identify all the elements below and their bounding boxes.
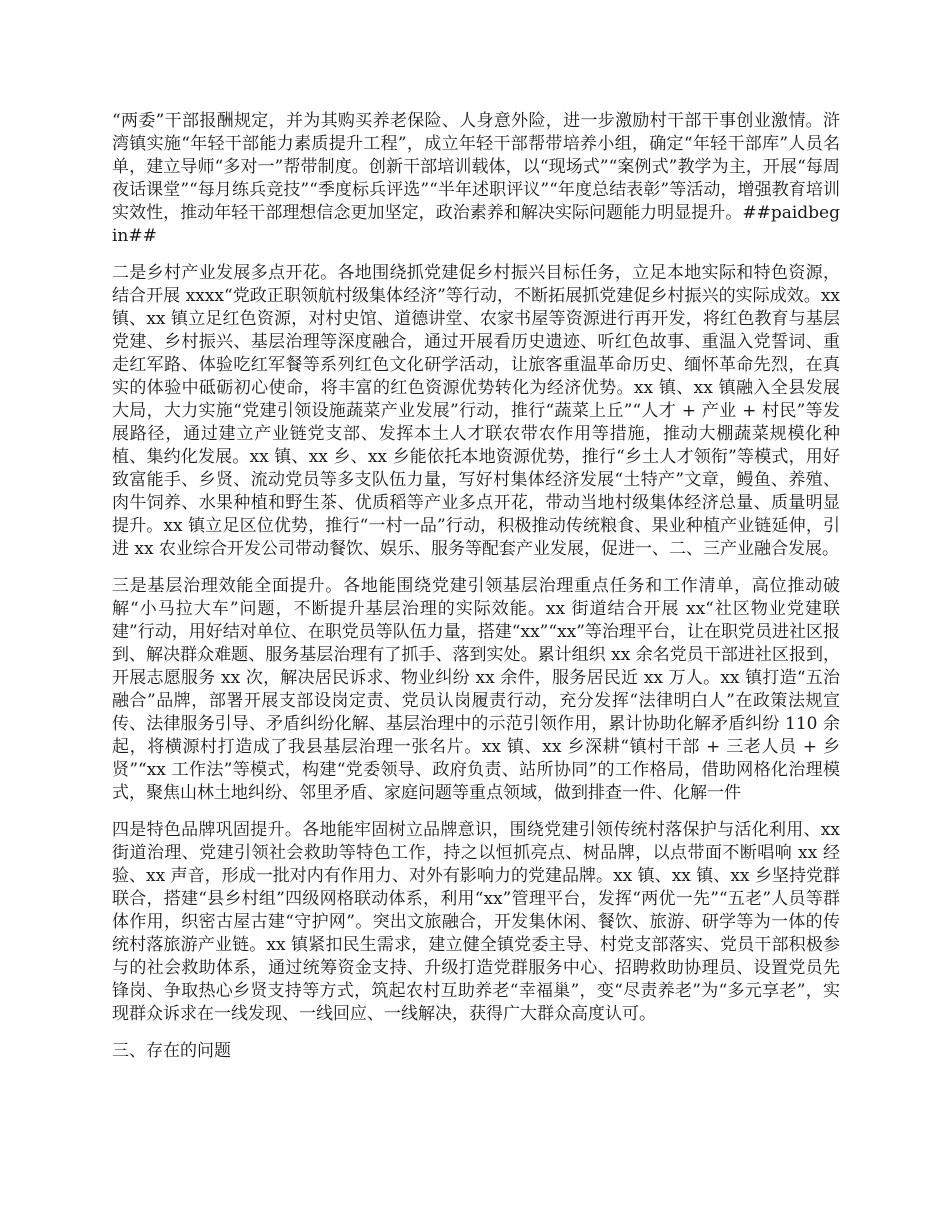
paragraph-grassroots-governance: 三是基层治理效能全面提升。各地能围绕党建引领基层治理重点任务和工作清单，高位推动破解“小马拉大车”问题，不断提升基层治理的实际效能。xx 街道结合开展 xx“社区物业党建联建”行动，用好结对单位、在职党员等队伍力量，搭建“xx”“xx”等治理平台，让在职党员进社区报到、解决群众难题、服务基层治理有了抓手、落到实处。累计组织 xx 余名党员干部进社区报到，开展志愿服务 xx 次，解决居民诉求、物业纠纷 xx 余件，服务居民近 xx 万人。xx 镇打造“五治融合”品牌，部署开展支部设岗定责、党员认岗履责行动，充分发挥“法律明白人”在政策法规宣传、法律服务引导、矛盾纠纷化解、基层治理中的示范引领作用，累计协助化解矛盾纠纷 110 余起，将横源村打造成了我县基层治理一张名片。xx 镇、xx 乡深耕“镇村干部 + 三老人员 + 乡贤”“xx 工作法”等模式，构建“党委领导、政府负责、站所协同”的工作格局，借助网格化治理模式，聚焦山林土地纠纷、邻里矛盾、家庭问题等重点领域，做到排查一件、化解一件 [112,576,840,803]
paragraph-featured-brands: 四是特色品牌巩固提升。各地能牢固树立品牌意识，围绕党建引领传统村落保护与活化利用、xx 街道治理、党建引领社会救助等特色工作，持之以恒抓亮点、树品牌，以点带面不断唱响 xx 经验、xx 声音，形成一批对内有作用力、对外有影响力的党建品牌。xx 镇、xx 镇、xx 乡坚持党群联合，搭建“县乡村组”四级网格联动体系，利用“xx”管理平台，发挥“两优一先”“五老”人员等群体作用，织密古屋古建“守护网”。突出文旅融合，开发集休闲、餐饮、旅游、研学等为一体的传统村落旅游产业链。xx 镇紧扣民生需求，建立健全镇党委主导、村党支部落实、党员干部积极参与的社会救助体系，通过统筹资金支持、升级打造党群服务中心、招聘救助协理员、设置党员先锋岗、争取热心乡贤支持等方式，筑起农村互助养老“幸福巢”，变“尽责养老”为“多元享老”，实现群众诉求在一线发现、一线回应、一线解决，获得广大群众高度认可。 [112,820,840,1024]
document-body [112,110,840,1063]
paragraph-cadre-incentives: “两委”干部报酬规定，并为其购买养老保险、人身意外险，进一步激励村干部干事创业激情。浒湾镇实施“年轻干部能力素质提升工程”，成立年轻干部帮带培养小组，确定“年轻干部库”人员名单，建立导师“多对一”帮带制度。创新干部培训载体，以“现场式”“案例式”教学为主，开展“每周夜话课堂”“每月练兵竞技”“季度标兵评选”“半年述职评议”“年度总结表彰”等活动，增强教育培训实效性，推动年轻干部理想信念更加坚定，政治素养和解决实际问题能力明显提升。##paidbegin## [112,111,840,246]
paragraph-rural-industry: 二是乡村产业发展多点开花。各地围绕抓党建促乡村振兴目标任务，立足本地实际和特色资源，结合开展 xxxx“党政正职领航村级集体经济”等行动，不断拓展抓党建促乡村振兴的实际成效。xx 镇、xx 镇立足红色资源，对村史馆、道德讲堂、农家书屋等资源进行再开发，将红色教育与基层党建、乡村振兴、基层治理等深度融合，通过开展看历史遗迹、听红色故事、重温入党誓词、重走红军路、体验吃红军餐等系列红色文化研学活动，让旅客重温革命历史、缅怀革命先烈，在真实的体验中砥砺初心使命，将丰富的红色资源优势转化为经济优势。xx 镇、xx 镇融入全县发展大局，大力实施“党建引领设施蔬菜产业发展”行动，推行“蔬菜上丘”“人才 + 产业 + 村民”等发展路径，通过建立产业链党支部、发挥本土人才联农带农作用等措施，推动大棚蔬菜规模化种植、集约化发展。xx 镇、xx 乡、xx 乡能依托本地资源优势，推行“乡土人才领衔”等模式，用好致富能手、乡贤、流动党员等多支队伍力量，写好村集体经济发展“土特产”文章，鳗鱼、养殖、肉牛饲养、水果种植和野生茶、优质稻等产业多点开花，带动当地村级集体经济总量、质量明显提升。xx 镇立足区位优势，推行“一村一品”行动，积极推动传统粮食、果业种植产业链延伸，引进 xx 农业综合开发公司带动餐饮、娱乐、服务等配套产业发展，促进一、二、三产业融合发展。 [112,263,840,559]
section-heading-existing-problems: 三、存在的问题 [112,1041,231,1061]
